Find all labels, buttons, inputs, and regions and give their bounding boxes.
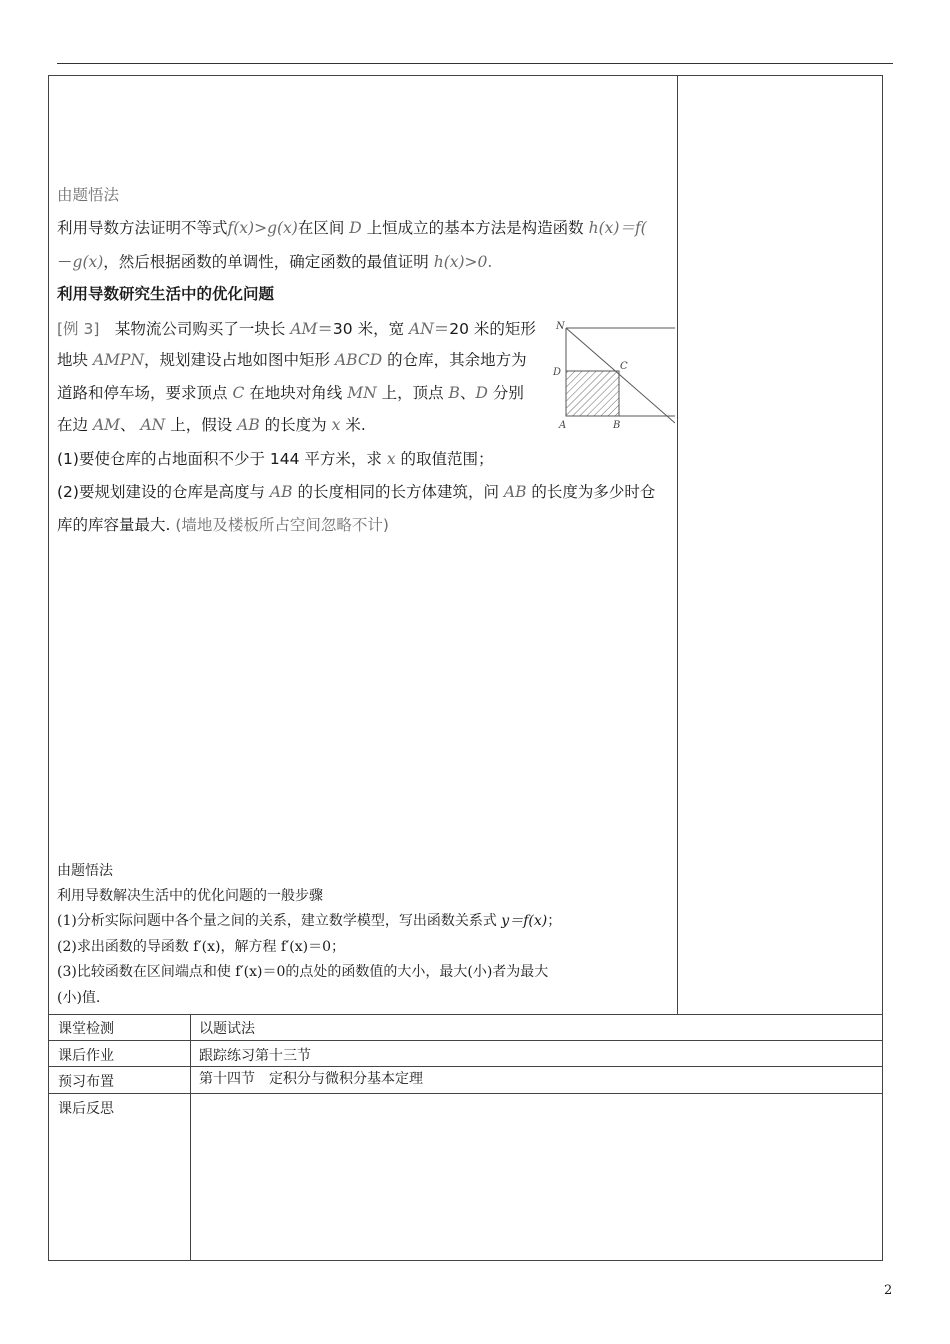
section3-heading: 由题悟法	[57, 863, 113, 879]
section1-line2: －g(x)，然后根据函数的单调性，确定函数的最值证明 h(x)>0.	[57, 253, 493, 271]
section1-line1: 利用导数方法证明不等式f(x)>g(x)在区间 D 上恒成立的基本方法是构造函数 h(x)＝f(	[57, 219, 647, 237]
lesson-content	[57, 178, 675, 1008]
header-rule	[57, 63, 893, 64]
example3-line4: 在边 AM、 AN 上，假设 AB 的长度为 x 米.	[57, 416, 366, 434]
label-B: B	[613, 420, 621, 431]
section3-line3: (2)求出函数的导函数 f′(x)，解方程 f′(x)＝0；	[57, 939, 345, 955]
section1-heading: 由题悟法	[57, 186, 120, 204]
example3-line1: [例 3] 某物流公司购买了一块长 AM＝30 米，宽 AN＝20 米的矩形	[57, 320, 536, 338]
column-divider	[677, 75, 678, 1015]
page-number: 2	[884, 1283, 893, 1298]
section3-line4: (3)比较函数在区间端点和使 f′(x)＝0的点处的函数值的大小，最大(小)者为最大	[57, 964, 549, 980]
question1: (1)要使仓库的占地面积不少于 144 平方米，求 x 的取值范围；	[57, 450, 494, 468]
table-row: 课后反思	[48, 1094, 883, 1261]
question2: (2)要规划建设的仓库是高度与 AB 的长度相同的长方体建筑，问 AB 的长度为多少时仓	[57, 483, 656, 501]
example3-line3: 道路和停车场，要求顶点 C 在地块对角线 MN 上，顶点 B、D 分别	[57, 384, 524, 402]
section3-line5: (小)值.	[57, 990, 101, 1006]
example3-line2: 地块 AMPN，规划建设占地如图中矩形 ABCD 的仓库，其余地方为	[57, 351, 527, 369]
table-row: 课堂检测 以题试法	[48, 1014, 883, 1041]
label-C: C	[620, 361, 628, 372]
label-N: N	[556, 321, 565, 332]
section2-heading: 利用导数研究生活中的优化问题	[57, 285, 275, 303]
question2-cont: 库的库容量最大. (墙地及楼板所占空间忽略不计)	[57, 516, 389, 534]
section3-line2: (1)分析实际问题中各个量之间的关系，建立数学模型，写出函数关系式 y＝f(x)；	[57, 913, 562, 929]
label-A: A	[559, 420, 567, 431]
section3-line1: 利用导数解决生活中的优化问题的一般步骤	[57, 888, 323, 904]
table-row: 预习布置 第十四节 定积分与微积分基本定理	[48, 1067, 883, 1094]
label-D: D	[553, 367, 562, 378]
rectangle-diagram	[550, 318, 675, 433]
table-row: 课后作业 跟踪练习第十三节	[48, 1041, 883, 1067]
